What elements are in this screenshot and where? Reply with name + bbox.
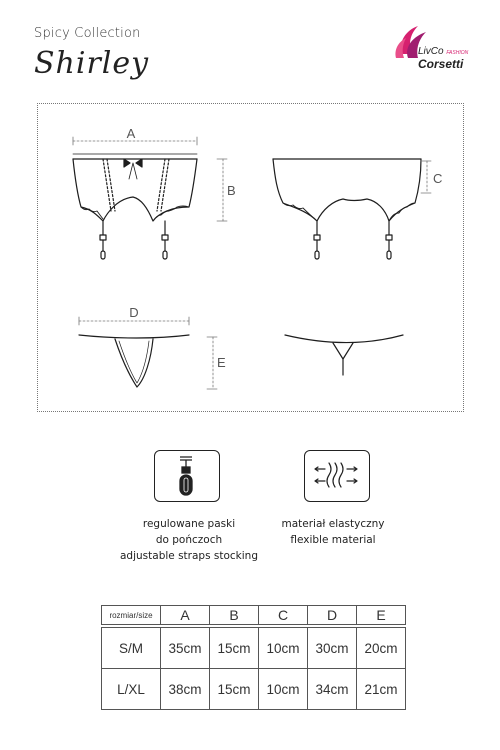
size-col-a: A [161, 606, 210, 625]
size-col-e: E [357, 606, 406, 625]
size-value: 15cm [210, 628, 259, 669]
size-table-header-row [102, 606, 406, 625]
size-value: 30cm [308, 628, 357, 669]
elastic-stretch-icon [304, 450, 370, 502]
feature-straps-text [104, 516, 274, 564]
size-table-corner: rozmiar/size [102, 606, 161, 625]
size-value: 10cm [259, 669, 308, 710]
thong-back-drawing [285, 335, 403, 375]
size-value: 38cm [161, 669, 210, 710]
size-col-b: B [210, 606, 259, 625]
measurement-diagrams [37, 103, 464, 412]
product-name: Shirley [34, 46, 150, 81]
garter-belt-front-drawing [73, 154, 197, 259]
size-row-lxl [102, 669, 406, 710]
dimension-label-b: B [227, 183, 236, 198]
size-label: S/M [102, 628, 161, 669]
dimension-label-d: D [129, 305, 139, 320]
size-value: 35cm [161, 628, 210, 669]
feature-straps-line-pl1: regulowane paski [142, 518, 236, 530]
size-value: 21cm [357, 669, 406, 710]
feature-straps-line-pl2: do pończoch [155, 534, 223, 546]
dimension-label-e: E [217, 355, 226, 370]
size-value: 34cm [308, 669, 357, 710]
logo-tagline: FASHION [446, 50, 469, 56]
size-value: 20cm [357, 628, 406, 669]
dimension-label-a: A [126, 126, 136, 141]
feature-elastic-text [258, 516, 408, 548]
size-value: 10cm [259, 628, 308, 669]
size-col-c: C [259, 606, 308, 625]
feature-elastic-line-pl: materiał elastyczny [281, 518, 385, 530]
size-table [101, 605, 406, 710]
size-row-sm [102, 628, 406, 669]
thong-front-drawing [79, 335, 189, 387]
logo-line2: Corsetti [418, 57, 464, 71]
feature-elastic-line-en: flexible material [290, 534, 376, 546]
size-value: 15cm [210, 669, 259, 710]
collection-label: Spicy Collection [34, 26, 141, 41]
garter-clip-icon [154, 450, 220, 502]
size-label: L/XL [102, 669, 161, 710]
dimension-label-c: C [433, 171, 443, 186]
garter-belt-back-drawing [273, 159, 421, 259]
feature-straps-line-en: adjustable straps stocking [120, 550, 258, 562]
logo-line1: LivCo [418, 46, 444, 57]
logo-wordmark [418, 46, 468, 71]
size-col-d: D [308, 606, 357, 625]
